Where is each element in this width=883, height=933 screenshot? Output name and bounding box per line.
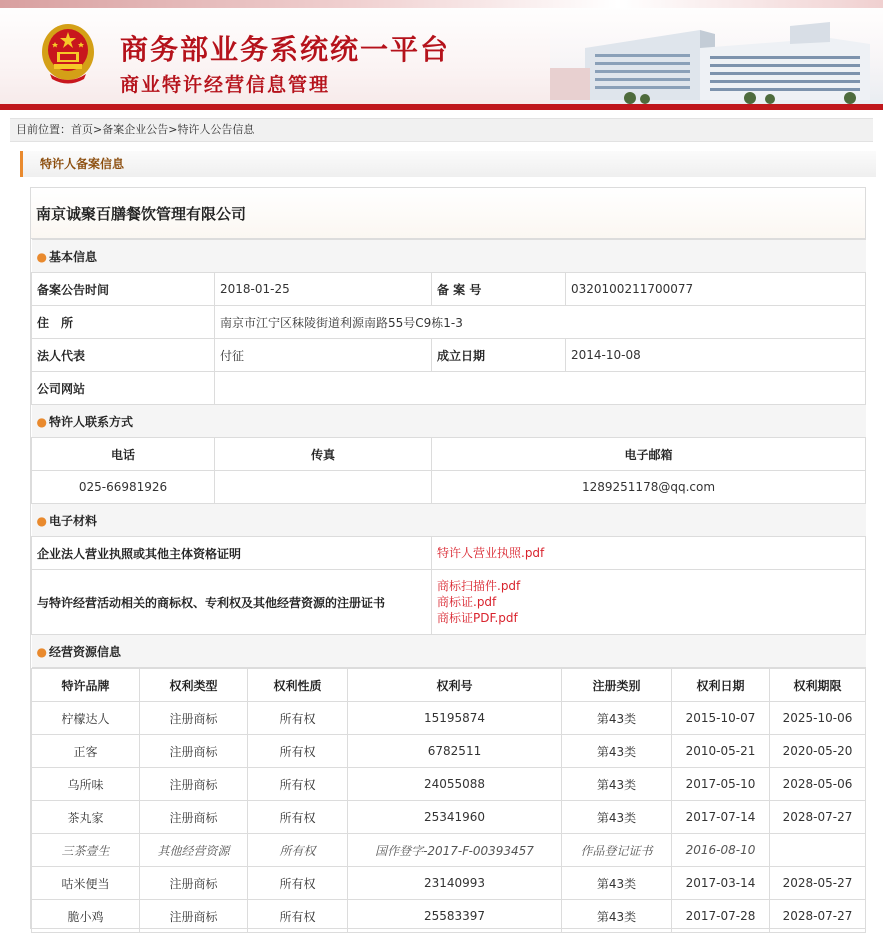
record-date-label: 备案公告时间	[32, 273, 215, 306]
website-label: 公司网站	[32, 372, 215, 405]
cell-reg-class: 第43类	[562, 867, 672, 900]
materials-group-header	[32, 504, 866, 537]
section-title-bar	[20, 151, 876, 177]
cell-right-date: 2015-10-07	[672, 702, 770, 735]
table-row	[32, 867, 866, 900]
breadcrumb	[10, 118, 873, 142]
phone-value: 025-66981926	[32, 471, 215, 504]
table-row	[32, 702, 866, 735]
col-right-type: 权利类型	[140, 669, 248, 702]
record-no-value: 0320100211700077	[566, 273, 866, 306]
cell-right-term: 2028-07-27	[770, 900, 866, 933]
section-title: 特许人备案信息	[40, 157, 125, 171]
basic-info-group-header	[32, 240, 866, 273]
address-value: 南京市江宁区秣陵街道利源南路55号C9栋1-3	[215, 306, 866, 339]
cell-right-type: 注册商标	[140, 702, 248, 735]
cell-right-no: 6782511	[348, 735, 562, 768]
company-name: 南京诚聚百膳餐饮管理有限公司	[31, 188, 865, 239]
cell-right-term: 2028-05-27	[770, 867, 866, 900]
trademark-cert-pdf-link[interactable]: 商标证.pdf	[437, 595, 497, 609]
breadcrumb-label: 目前位置：	[16, 123, 71, 136]
resources-group-header	[32, 635, 866, 668]
breadcrumb-current: 特许人公告信息	[177, 123, 255, 136]
trademark-scan-pdf-link[interactable]: 商标扫描件.pdf	[437, 579, 521, 593]
site-title: 商务部业务系统统一平台	[120, 33, 451, 66]
license-pdf-link[interactable]: 特许人营业执照.pdf	[437, 546, 545, 560]
col-right-no: 权利号	[348, 669, 562, 702]
cell-right-date: 2017-03-14	[672, 867, 770, 900]
legal-rep-label: 法人代表	[32, 339, 215, 372]
cell-right-no: 15195874	[348, 702, 562, 735]
breadcrumb-announcement-link[interactable]: 备案企业公告	[102, 123, 169, 136]
cell-reg-class: 第43类	[562, 768, 672, 801]
group-label: 经营资源信息	[48, 644, 121, 659]
cell-reg-class: 第43类	[562, 735, 672, 768]
ministry-building-illustration	[550, 8, 883, 104]
cell-right-nature: 所有权	[248, 735, 348, 768]
phone-header: 电话	[32, 438, 215, 471]
cell-brand: 茶丸家	[32, 801, 140, 834]
cell-right-nature: 所有权	[248, 702, 348, 735]
cell-right-nature: 所有权	[248, 867, 348, 900]
cell-right-no: 25341960	[348, 801, 562, 834]
col-right-term: 权利期限	[770, 669, 866, 702]
cell-right-term: 2028-05-06	[770, 768, 866, 801]
cell-right-nature: 所有权	[248, 768, 348, 801]
cell-brand: 乌所味	[32, 768, 140, 801]
group-label: 基本信息	[48, 249, 97, 264]
email-header: 电子邮箱	[432, 438, 866, 471]
national-emblem-icon	[40, 22, 96, 84]
table-row	[32, 801, 866, 834]
col-reg-class: 注册类别	[562, 669, 672, 702]
cell-right-type: 注册商标	[140, 867, 248, 900]
cell-brand: 脆小鸡	[32, 900, 140, 933]
table-row	[32, 834, 866, 867]
breadcrumb-home-link[interactable]: 首页	[71, 123, 93, 136]
record-date-value: 2018-01-25	[215, 273, 432, 306]
breadcrumb-separator: >	[93, 123, 103, 136]
header-bottom-stripe	[0, 104, 883, 110]
bullet-icon: ●	[36, 249, 47, 264]
table-row	[32, 768, 866, 801]
license-files	[432, 537, 866, 570]
cell-reg-class: 第43类	[562, 900, 672, 933]
bullet-icon: ●	[36, 644, 47, 659]
cell-right-type: 注册商标	[140, 801, 248, 834]
email-value: 1289251178@qq.com	[432, 471, 866, 504]
fax-value	[215, 471, 432, 504]
cell-right-date: 2016-08-10	[672, 834, 770, 867]
cell-right-no: 国作登字-2017-F-00393457	[348, 834, 562, 867]
website-value[interactable]	[215, 372, 866, 405]
trademark-files	[432, 570, 866, 635]
cell-right-nature: 所有权	[248, 801, 348, 834]
site-header	[0, 0, 883, 110]
contact-group-header	[32, 405, 866, 438]
cell-reg-class: 作品登记证书	[562, 834, 672, 867]
breadcrumb-separator: >	[168, 123, 178, 136]
cell-reg-class: 第43类	[562, 702, 672, 735]
cell-right-no: 24055088	[348, 768, 562, 801]
header-top-stripe	[0, 0, 883, 8]
cell-right-type: 其他经营资源	[140, 834, 248, 867]
cell-brand: 咕米便当	[32, 867, 140, 900]
license-label: 企业法人营业执照或其他主体资格证明	[32, 537, 432, 570]
cell-right-nature: 所有权	[248, 834, 348, 867]
cell-right-term: 2025-10-06	[770, 702, 866, 735]
cell-right-term: 2020-05-20	[770, 735, 866, 768]
cell-right-no: 23140993	[348, 867, 562, 900]
trademark-label: 与特许经营活动相关的商标权、专利权及其他经营资源的注册证书	[32, 570, 432, 635]
cell-brand: 正客	[32, 735, 140, 768]
address-label: 住 所	[32, 306, 215, 339]
founded-value: 2014-10-08	[566, 339, 866, 372]
cell-brand: 柠檬达人	[32, 702, 140, 735]
cell-right-nature: 所有权	[248, 900, 348, 933]
bullet-icon: ●	[36, 513, 47, 528]
col-brand: 特许品牌	[32, 669, 140, 702]
basic-info-table	[31, 239, 866, 668]
legal-rep-value: 付征	[215, 339, 432, 372]
cell-right-term: 2028-07-27	[770, 801, 866, 834]
record-no-label: 备 案 号	[432, 273, 566, 306]
cell-right-type: 注册商标	[140, 768, 248, 801]
cell-right-term	[770, 834, 866, 867]
table-row	[32, 735, 866, 768]
cell-right-date: 2010-05-21	[672, 735, 770, 768]
cell-right-date: 2017-07-28	[672, 900, 770, 933]
cell-right-type: 注册商标	[140, 900, 248, 933]
resources-table	[31, 668, 866, 933]
cell-right-type: 注册商标	[140, 735, 248, 768]
site-subtitle: 商业特许经营信息管理	[120, 74, 331, 96]
resources-header-row	[32, 669, 866, 702]
cell-right-no: 25583397	[348, 900, 562, 933]
cell-reg-class: 第43类	[562, 801, 672, 834]
cell-right-date: 2017-05-10	[672, 768, 770, 801]
cell-right-date: 2017-07-14	[672, 801, 770, 834]
resources-rows	[32, 702, 866, 933]
franchisor-detail-panel	[30, 187, 866, 929]
cell-brand: 三茶壹生	[32, 834, 140, 867]
group-label: 特许人联系方式	[48, 414, 133, 429]
table-row	[32, 900, 866, 933]
trademark-cert-pdf2-link[interactable]: 商标证PDF.pdf	[437, 611, 518, 625]
founded-label: 成立日期	[432, 339, 566, 372]
bullet-icon: ●	[36, 414, 47, 429]
col-right-nature: 权利性质	[248, 669, 348, 702]
col-right-date: 权利日期	[672, 669, 770, 702]
group-label: 电子材料	[48, 513, 97, 528]
fax-header: 传真	[215, 438, 432, 471]
